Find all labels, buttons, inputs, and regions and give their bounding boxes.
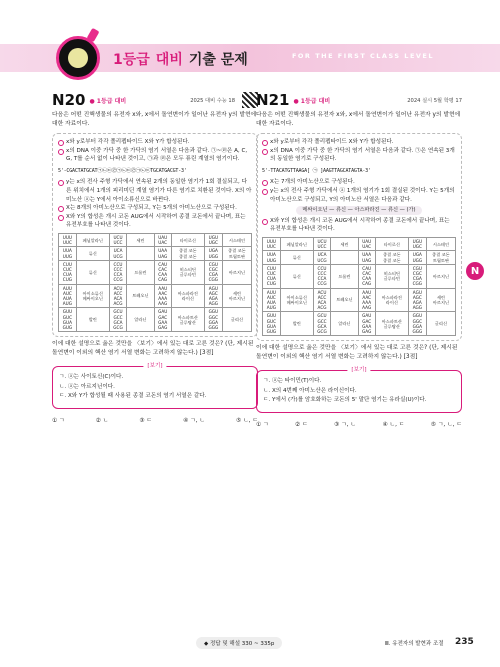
answer-choices bbox=[52, 415, 258, 424]
codon-cell: UAU UAC bbox=[358, 237, 375, 250]
codon-cell: GCU GCC GCA GCG bbox=[109, 308, 127, 332]
choice-3[interactable]: ③ ㄱ, ㄴ bbox=[334, 421, 357, 428]
codon-cell: 세린 아르지닌 bbox=[222, 284, 251, 308]
codon-cell: 히스티딘 글루타민 bbox=[171, 260, 204, 284]
codon-cell: 류신 bbox=[280, 251, 313, 264]
bullet-1: x와 y로부터 각각 폴리펩타이드 X와 Y가 합성된다. bbox=[262, 138, 456, 147]
page-number: 235 bbox=[455, 637, 474, 647]
codon-cell: 발린 bbox=[280, 312, 313, 336]
codon-cell: 세린 bbox=[331, 237, 358, 250]
codon-cell: UAA UAG bbox=[154, 247, 171, 260]
codon-cell: UCU UCC bbox=[109, 233, 127, 246]
codon-table bbox=[262, 237, 456, 336]
codon-cell: 프롤린 bbox=[331, 264, 358, 288]
choice-5[interactable]: ⑤ ㄴ, ㄷ bbox=[236, 417, 258, 424]
codon-cell: UUA UUG bbox=[59, 247, 77, 260]
level-badge: ● 1등급 대비 bbox=[89, 97, 127, 105]
codon-cell: UGU UGC bbox=[408, 237, 426, 250]
bogi-label: [보기] bbox=[143, 362, 166, 372]
bullet-5: X와 Y의 합성은 개시 코돈 AUG에서 시작하여 종결 코돈에서 끝나며, 표는 유전부호를 나타낸 것이다. bbox=[58, 213, 252, 230]
question-stem: 이에 대한 설명으로 옳은 것만을 〈보기〉에서 있는 대로 고른 것은? (단, 제시된 돌연변이 이외의 핵산 염기 서열 변화는 고려하지 않는다.) [3점] bbox=[52, 341, 254, 357]
codon-cell: 아이소류신 메싸이오닌 bbox=[280, 288, 313, 312]
codon-cell: 종결 코돈 트립토판 bbox=[222, 247, 251, 260]
bomb-icon bbox=[56, 36, 100, 80]
bullet-3: X는 7개의 아미노산으로 구성된다. bbox=[262, 178, 456, 187]
amino-acid-sequence: 메싸이오닌 — 류신 — 아스파라진 — 류신 — (가) bbox=[296, 206, 421, 215]
codon-cell: CUU CUC CUA CUG bbox=[263, 264, 281, 288]
bogi-item: ㄴ. ⓐ는 아르지닌이다. bbox=[59, 383, 115, 390]
header-subtitle: FOR THE FIRST CLASS LEVEL bbox=[291, 52, 434, 60]
codon-cell: 아스파라진 라이신 bbox=[375, 288, 408, 312]
choice-3[interactable]: ③ ㄷ bbox=[139, 417, 153, 424]
codon-cell: GGU GGC GGA GGG bbox=[204, 308, 222, 332]
codon-cell: GAU GAC GAA GAG bbox=[154, 308, 171, 332]
codon-row bbox=[59, 233, 252, 246]
codon-cell: 아이소류신 메싸이오닌 bbox=[76, 284, 109, 308]
codon-cell: CUU CUC CUA CUG bbox=[59, 260, 77, 284]
codon-cell: 트레오닌 bbox=[127, 284, 154, 308]
bullet-1: x와 y로부터 각각 폴리펩타이드 X와 Y가 합성된다. bbox=[58, 138, 252, 147]
codon-cell: 종결 코돈 트립토판 bbox=[426, 251, 455, 264]
codon-cell: UCA UCG bbox=[313, 251, 331, 264]
bogi-item: ㄱ. ⓐ는 타이민(T)이다. bbox=[263, 378, 322, 385]
codon-cell: UGA UGG bbox=[408, 251, 426, 264]
question-header bbox=[52, 92, 258, 108]
title-main: 기출 문제 bbox=[188, 52, 248, 68]
codon-cell: AAU AAC AAA AAG bbox=[358, 288, 375, 312]
codon-cell: GCU GCC GCA GCG bbox=[313, 312, 331, 336]
codon-cell: AUU AUC AUA AUG bbox=[59, 284, 77, 308]
codon-cell: 타이로신 bbox=[375, 237, 408, 250]
page-header bbox=[0, 36, 500, 86]
choice-5[interactable]: ⑤ ㄱ, ㄴ, ㄷ bbox=[430, 421, 462, 428]
bogi-box bbox=[256, 367, 462, 413]
codon-cell: UUA UUG bbox=[263, 251, 281, 264]
chapter-label: Ⅲ. 유전자의 발현과 조절 bbox=[385, 641, 444, 647]
choice-2[interactable]: ② ㄴ bbox=[95, 417, 109, 424]
choice-4[interactable]: ④ ㄴ, ㄷ bbox=[382, 421, 405, 428]
bogi-item: ㄱ. ⓐ는 사이토신(C)이다. bbox=[59, 374, 124, 381]
question-number: N20 bbox=[52, 91, 86, 109]
codon-cell bbox=[127, 247, 154, 260]
codon-cell: CAU CAC CAA CAG bbox=[154, 260, 171, 284]
codon-cell: UGA UGG bbox=[204, 247, 222, 260]
bogi-item: ㄴ. X의 4번째 아미노산은 라이신이다. bbox=[263, 387, 357, 394]
codon-cell: UAA UAG bbox=[358, 251, 375, 264]
title-prep: 대비 bbox=[155, 52, 183, 68]
codon-row bbox=[263, 251, 456, 264]
codon-cell: ACU ACC ACA ACG bbox=[109, 284, 127, 308]
question-header bbox=[256, 92, 462, 108]
codon-cell: 세린 bbox=[127, 233, 154, 246]
question-intro: 다음은 어떤 진핵생물의 유전자 x와, x에서 돌연변이가 일어난 유전자 y의 발현에 대한 자료이다. bbox=[256, 112, 461, 127]
codon-cell: 아르지닌 bbox=[222, 260, 251, 284]
codon-cell: 알라닌 bbox=[331, 312, 358, 336]
bogi-box bbox=[52, 363, 258, 409]
codon-cell: 글리신 bbox=[426, 312, 455, 336]
bullet-3: y는 x의 전사 주형 가닥에서 연속된 2개의 동일한 염기가 1회 결실되고, 다른 위치에서 1개의 피리미딘 계열 염기가 다른 염기로 치환된 것이다. X의 아미노산 ⓐ는 Y에서 아이소류신으로 바뀐다. bbox=[58, 178, 252, 204]
codon-cell: ACU ACC ACA ACG bbox=[313, 288, 331, 312]
question-intro: 다음은 어떤 진핵생물의 유전자 x와, x에서 돌연변이가 일어난 유전자 y의 발현에 대한 자료이다. bbox=[52, 112, 257, 127]
bogi-item: ㄷ. X와 Y가 합성될 때 사용된 종결 코돈의 염기 서열은 같다. bbox=[59, 393, 207, 400]
bogi-item: ㄷ. Y에서 (가)를 암호화하는 코돈의 5' 말단 염기는 유라실(U)이다. bbox=[263, 397, 427, 404]
codon-cell: 프롤린 bbox=[127, 260, 154, 284]
data-box bbox=[52, 133, 258, 337]
title-grade: 1등급 bbox=[113, 52, 150, 68]
codon-cell: CCU CCC CCA CCG bbox=[313, 264, 331, 288]
answer-choices bbox=[256, 419, 462, 428]
codon-cell: AGU AGC AGA AGG bbox=[204, 284, 222, 308]
codon-cell: 페닐알라닌 bbox=[76, 233, 109, 246]
codon-cell: GAU GAC GAA GAG bbox=[358, 312, 375, 336]
codon-cell: 히스티딘 글루타민 bbox=[375, 264, 408, 288]
codon-cell: UCU UCC bbox=[313, 237, 331, 250]
bogi-label: [보기] bbox=[347, 366, 370, 376]
bullet-2: x의 DNA 이중 가닥 중 한 가닥의 염기 서열은 다음과 같다. ㉠은 연속된 3개의 동일한 염기로 구성된다. bbox=[262, 147, 456, 164]
codon-cell: 아스파트산 글루탐산 bbox=[375, 312, 408, 336]
codon-row bbox=[263, 264, 456, 288]
data-box bbox=[256, 133, 462, 341]
codon-cell: 아스파라진 라이신 bbox=[171, 284, 204, 308]
codon-row bbox=[59, 284, 252, 308]
codon-row bbox=[263, 288, 456, 312]
chapter-tab[interactable]: N bbox=[466, 262, 484, 280]
codon-cell: UCA UCG bbox=[109, 247, 127, 260]
codon-cell: UGU UGC bbox=[204, 233, 222, 246]
codon-cell: 글리신 bbox=[222, 308, 251, 332]
codon-cell: CGU CGC CGA CGG bbox=[204, 260, 222, 284]
codon-cell: AUU AUC AUA AUG bbox=[263, 288, 281, 312]
choice-4[interactable]: ④ ㄱ, ㄴ bbox=[183, 417, 205, 424]
codon-cell: 트레오닌 bbox=[331, 288, 358, 312]
question-source: 2024 실시 5월 학평 17 bbox=[407, 97, 462, 104]
header-title bbox=[113, 48, 248, 70]
dna-sequence: 5'-TTACATGTTAAGA[ ㉠ ]AAGTTAGCATAGTA-3' bbox=[262, 167, 371, 174]
codon-cell: GGU GGC GGA GGG bbox=[408, 312, 426, 336]
codon-cell: 페닐알라닌 bbox=[280, 237, 313, 250]
bullet-5: X와 Y의 합성은 개시 코돈 AUG에서 시작하여 종결 코돈에서 끝나며, 표는 유전부호를 나타낸 것이다. bbox=[262, 217, 456, 234]
codon-cell: 시스테인 bbox=[426, 237, 455, 250]
bullet-4: X는 8개의 아미노산으로 구성되고, Y는 5개의 아미노산으로 구성된다. bbox=[58, 204, 252, 213]
codon-cell: 타이로신 bbox=[171, 233, 204, 246]
codon-cell: 류신 bbox=[76, 247, 109, 260]
codon-row bbox=[59, 260, 252, 284]
question-source: 2025 대비 수능 18 bbox=[190, 97, 235, 104]
codon-cell: 류신 bbox=[76, 260, 109, 284]
codon-cell: 알라닌 bbox=[127, 308, 154, 332]
codon-cell: UAU UAC bbox=[154, 233, 171, 246]
codon-cell: CCU CCC CCA CCG bbox=[109, 260, 127, 284]
codon-cell: 아스파트산 글루탐산 bbox=[171, 308, 204, 332]
question-stem: 이에 대한 설명으로 옳은 것만을 〈보기〉에서 있는 대로 고른 것은? (단, 제시된 돌연변이 이외의 핵산 염기 서열 변화는 고려하지 않는다.) [3점] bbox=[256, 345, 458, 361]
codon-cell: GUU GUC GUA GUG bbox=[263, 312, 281, 336]
bullet-2: x의 DNA 이중 가닥 중 한 가닥의 염기 서열은 다음과 같다. ㉠~㉣은 A, C, G, T를 순서 없이 나타낸 것이고, ㉠과 ㉣은 모두 퓨린 계열의 염기이다. bbox=[58, 147, 252, 164]
codon-row bbox=[263, 312, 456, 336]
codon-cell: UUU UUC bbox=[59, 233, 77, 246]
question-number: N21 bbox=[256, 91, 290, 109]
dna-sequence: 5'-CGACTATGCAT㉠㉡㉢㉣㉠㉡㉢㉣㉠㉡㉢TGCATGACGT-3' bbox=[58, 167, 187, 174]
answer-ref: ◆ 정답 및 해설 330 ~ 335p bbox=[196, 637, 282, 649]
codon-cell: 발린 bbox=[76, 308, 109, 332]
question-21 bbox=[256, 92, 462, 428]
codon-row bbox=[263, 237, 456, 250]
codon-cell bbox=[331, 251, 358, 264]
question-20 bbox=[52, 92, 258, 424]
codon-row bbox=[59, 247, 252, 260]
codon-cell: 아르지닌 bbox=[426, 264, 455, 288]
choice-1[interactable]: ① ㄱ bbox=[52, 417, 65, 424]
codon-table bbox=[58, 233, 252, 332]
choice-2[interactable]: ② ㄷ bbox=[295, 421, 308, 428]
codon-row bbox=[59, 308, 252, 332]
codon-cell: GUU GUC GUA GUG bbox=[59, 308, 77, 332]
level-badge: ● 1등급 대비 bbox=[293, 97, 331, 105]
codon-cell: 시스테인 bbox=[222, 233, 251, 246]
codon-cell: UUU UUC bbox=[263, 237, 281, 250]
codon-cell: CGU CGC CGA CGG bbox=[408, 264, 426, 288]
codon-cell: 종결 코돈 종결 코돈 bbox=[171, 247, 204, 260]
codon-cell: 류신 bbox=[280, 264, 313, 288]
codon-cell: AGU AGC AGA AGG bbox=[408, 288, 426, 312]
codon-cell: CAU CAC CAA CAG bbox=[358, 264, 375, 288]
codon-cell: AAU AAC AAA AAG bbox=[154, 284, 171, 308]
codon-cell: 종결 코돈 종결 코돈 bbox=[375, 251, 408, 264]
bullet-4: y는 x의 전사 주형 가닥에서 ⓐ 1개의 염기가 1회 결실된 것이다. Y는 5개의 아미노산으로 구성되고, Y의 아미노산 서열은 다음과 같다. bbox=[262, 187, 456, 204]
page-footer bbox=[0, 637, 500, 653]
codon-cell: 세린 아르지닌 bbox=[426, 288, 455, 312]
choice-1[interactable]: ① ㄱ bbox=[256, 421, 269, 428]
